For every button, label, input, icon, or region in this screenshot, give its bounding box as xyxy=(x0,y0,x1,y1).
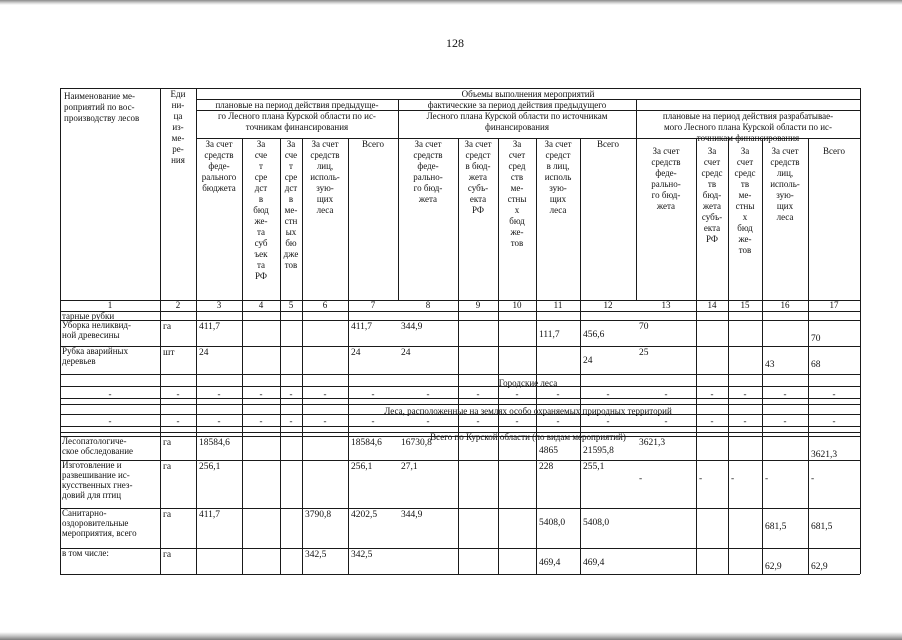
subhead-c9: За счет xyxy=(464,139,492,149)
empty-cell-dash: - xyxy=(606,389,610,399)
subhead-c14: субъ- xyxy=(701,212,723,222)
cell-value-c3: 411,7 xyxy=(199,322,221,332)
column-number: 7 xyxy=(370,300,376,310)
subhead-c10: счет xyxy=(508,150,526,160)
empty-cell-dash: - xyxy=(476,389,480,399)
cell-value-c17: 3621,3 xyxy=(811,450,838,460)
column-unit-header: Еди xyxy=(170,89,186,99)
row-name: тарные рубки xyxy=(62,311,115,321)
cell-value-c6: 3790,8 xyxy=(305,510,332,520)
group-actual-prev: фактические за период действия предыдущего xyxy=(427,100,607,110)
subhead-c10: За xyxy=(512,139,522,149)
table-right-rule xyxy=(860,88,861,574)
subhead-c12: Всего xyxy=(596,139,620,149)
cell-value-c15: - xyxy=(731,474,735,484)
cell-value-c11: 469,4 xyxy=(539,558,561,568)
row-unit: шт xyxy=(163,348,175,358)
column-number: 6 xyxy=(322,300,328,310)
subhead-c4: суб xyxy=(254,238,268,248)
empty-cell-dash: - xyxy=(108,389,112,399)
cell-value-c12: 456,6 xyxy=(583,330,605,340)
column-number: 12 xyxy=(603,300,613,310)
column-unit-header: ния xyxy=(171,155,185,165)
empty-cell-dash: - xyxy=(176,416,180,426)
subhead-c11: щих xyxy=(549,194,567,204)
empty-cell-dash: - xyxy=(371,416,375,426)
cell-value-c8: 24 xyxy=(401,348,411,358)
subhead-c6: щих xyxy=(316,194,334,204)
column-name-header: Наименование ме- xyxy=(64,91,136,101)
cell-value-c17: - xyxy=(811,474,815,484)
subhead-c3: феде- xyxy=(208,161,230,171)
empty-cell-dash: - xyxy=(664,416,668,426)
column-number: 11 xyxy=(553,300,563,310)
row-name: оздоровительные xyxy=(62,518,129,528)
cell-value-c7: 24 xyxy=(351,348,361,358)
subhead-c8: средств xyxy=(413,150,443,160)
cell-value-c12: 255,1 xyxy=(583,462,605,472)
subhead-c16: зую- xyxy=(776,190,794,200)
empty-cell-dash: - xyxy=(832,416,836,426)
empty-cell-dash: - xyxy=(426,389,430,399)
subhead-c10: ме- xyxy=(510,183,524,193)
section-heading: Леса, расположенные на землях особо охраняемых природных территорий xyxy=(384,406,672,416)
section-rule xyxy=(60,426,860,427)
column-number: 14 xyxy=(707,300,717,310)
group-planned-prev: го Лесного плана Курской области по ис- xyxy=(218,111,376,121)
row-rule xyxy=(60,320,860,321)
subhead-c10: бюд xyxy=(509,216,525,226)
column-number: 16 xyxy=(780,300,790,310)
subhead-c5: дст xyxy=(284,183,298,193)
empty-cell-dash: - xyxy=(743,389,747,399)
subhead-c9: екта xyxy=(469,194,487,204)
cell-value-c12: 469,4 xyxy=(583,558,605,568)
subhead-c5: ме- xyxy=(284,205,298,215)
empty-cell-dash: - xyxy=(515,389,519,399)
subhead-c6: исполь- xyxy=(310,172,340,182)
cell-value-c13: 25 xyxy=(639,348,649,358)
subhead-c15: тов xyxy=(738,245,752,255)
row-name: ной древесины xyxy=(62,330,120,340)
cell-value-c12: 21595,8 xyxy=(583,446,614,456)
empty-cell-dash: - xyxy=(832,389,836,399)
row-rule xyxy=(60,548,860,549)
subhead-c4: сче xyxy=(254,150,268,160)
subhead-c4: в xyxy=(258,194,264,204)
cell-value-c7: 4202,5 xyxy=(351,510,378,520)
subhead-c13: средств xyxy=(651,157,681,167)
subhead-c5: бю xyxy=(285,238,297,248)
cell-value-c8: 344,9 xyxy=(401,322,423,332)
row-name: довий для птиц xyxy=(62,490,122,500)
cell-value-c8: 16730,8 xyxy=(401,438,432,448)
subhead-c14: екта xyxy=(703,223,721,233)
cell-value-c11: 5408,0 xyxy=(539,518,566,528)
empty-cell-dash: - xyxy=(710,389,714,399)
row-name: кусственных гнез- xyxy=(62,480,133,490)
subhead-c8: феде- xyxy=(417,161,439,171)
cell-value-c6: 342,5 xyxy=(305,550,327,560)
empty-cell-dash: - xyxy=(259,389,263,399)
column-number: 8 xyxy=(425,300,431,310)
subhead-c10: х xyxy=(514,205,520,215)
subhead-c6: средств xyxy=(310,150,340,160)
subhead-c11: исполь xyxy=(544,172,572,182)
row-name: деревьев xyxy=(62,356,96,366)
subhead-c4: ъек xyxy=(254,249,268,259)
cell-value-c11: 111,7 xyxy=(539,330,560,340)
row-rule xyxy=(60,460,860,461)
empty-cell-dash: - xyxy=(426,416,430,426)
column-name-header: роприятий по вос- xyxy=(64,102,135,112)
cell-value-c3: 411,7 xyxy=(199,510,221,520)
cell-value-c3: 24 xyxy=(199,348,209,358)
column-number: 5 xyxy=(288,300,294,310)
subhead-c8: жета xyxy=(418,194,438,204)
subhead-c9: в бюд- xyxy=(465,161,491,171)
subhead-c15: х xyxy=(742,212,748,222)
group-planned-new: точникам финансирования xyxy=(696,133,800,143)
cell-value-c16: - xyxy=(765,474,769,484)
subhead-c16: средств xyxy=(770,157,800,167)
empty-cell-dash: - xyxy=(217,416,221,426)
row-unit: га xyxy=(163,322,172,332)
subhead-c7: Всего xyxy=(361,139,385,149)
table-left-rule xyxy=(60,88,61,574)
subhead-c15: стны xyxy=(735,201,755,211)
column-number-bottom-rule xyxy=(60,311,860,312)
cell-value-c7: 256,1 xyxy=(351,462,373,472)
cell-value-c11: 4865 xyxy=(539,446,558,456)
subhead-c4: т xyxy=(259,161,263,171)
subhead-c5: тов xyxy=(284,260,298,270)
subhead-c11: средст xyxy=(545,150,571,160)
subhead-c15: счет xyxy=(736,157,754,167)
column-name-header: производству лесов xyxy=(64,113,140,123)
row-name: Санитарно- xyxy=(62,508,107,518)
subhead-c14: РФ xyxy=(706,234,718,244)
subhead-c8: За счет xyxy=(414,139,442,149)
volumes-title: Объемы выполнения мероприятий xyxy=(461,89,595,99)
empty-cell-dash: - xyxy=(323,389,327,399)
column-number: 2 xyxy=(175,300,181,310)
row-unit: га xyxy=(163,462,172,472)
subhead-c16: исполь- xyxy=(770,179,800,189)
subhead-c13: феде- xyxy=(655,168,677,178)
subhead-c6: За счет xyxy=(311,139,339,149)
subhead-c14: счет xyxy=(703,157,721,167)
column-number: 13 xyxy=(661,300,671,310)
subhead-c16: лиц, xyxy=(776,168,794,178)
subhead-c9: РФ xyxy=(472,205,484,215)
empty-cell-dash: - xyxy=(476,416,480,426)
subhead-c5: сре xyxy=(284,172,298,182)
subhead-c16: леса xyxy=(776,212,794,222)
row-name: ское обследование xyxy=(62,446,134,456)
subhead-c15: бюд xyxy=(737,223,753,233)
column-line xyxy=(160,88,161,574)
subhead-c14: жета xyxy=(702,201,722,211)
subhead-c15: ме- xyxy=(738,190,752,200)
subhead-c10: же- xyxy=(510,227,524,237)
subhead-c5: стн xyxy=(284,216,298,226)
subhead-c5: дже xyxy=(283,249,299,259)
empty-cell-dash: - xyxy=(323,416,327,426)
subhead-c9: субъ- xyxy=(467,183,489,193)
column-line xyxy=(196,88,197,574)
row-rule xyxy=(60,574,860,575)
empty-cell-dash: - xyxy=(108,416,112,426)
scan-edge-top xyxy=(0,0,902,5)
cell-value-c7: 342,5 xyxy=(351,550,373,560)
group-actual-prev: Лесного плана Курской области по источникам xyxy=(426,111,608,121)
row-unit: га xyxy=(163,510,172,520)
row-rule xyxy=(60,508,860,509)
column-unit-header: ре- xyxy=(172,144,184,154)
cell-value-c8: 344,9 xyxy=(401,510,423,520)
group-planned-new: плановые на период действия разрабатывае- xyxy=(662,111,834,121)
subhead-c11: леса xyxy=(549,205,567,215)
column-number: 1 xyxy=(107,300,113,310)
subhead-c11: в лиц, xyxy=(546,161,570,171)
subhead-c14: тв xyxy=(707,179,717,189)
subhead-c3: За счет xyxy=(205,139,233,149)
cell-value-c13: 70 xyxy=(639,322,649,332)
subhead-c4: же- xyxy=(254,216,268,226)
scan-edge-bottom xyxy=(0,632,902,640)
cell-value-c7: 18584,6 xyxy=(351,438,382,448)
cell-value-c12: 5408,0 xyxy=(583,518,610,528)
subhead-c13: рально- xyxy=(651,179,681,189)
column-unit-header: из- xyxy=(172,122,184,132)
cell-value-c17: 70 xyxy=(811,334,821,344)
subhead-c11: За счет xyxy=(544,139,572,149)
row-rule xyxy=(60,404,860,405)
subhead-c3: бюджета xyxy=(202,183,236,193)
column-number: 9 xyxy=(475,300,481,310)
subhead-c13: За счет xyxy=(652,146,680,156)
subhead-c9: жета xyxy=(468,172,488,182)
subhead-c4: бюд xyxy=(253,205,269,215)
subhead-c14: средс xyxy=(701,168,723,178)
subhead-c8: го бюд- xyxy=(413,183,443,193)
subhead-c13: го бюд- xyxy=(651,190,681,200)
column-number: 3 xyxy=(216,300,222,310)
empty-cell-dash: - xyxy=(176,389,180,399)
subhead-c15: средс xyxy=(734,168,756,178)
cell-value-c14: - xyxy=(699,474,703,484)
row-unit: га xyxy=(163,550,172,560)
subhead-c14: бюд- xyxy=(702,190,722,200)
subhead-c10: тов xyxy=(510,238,524,248)
data-table xyxy=(56,86,862,574)
page-number: 128 xyxy=(446,36,464,50)
subhead-c9: средст xyxy=(465,150,491,160)
subhead-c5: в xyxy=(288,194,294,204)
subhead-c4: РФ xyxy=(255,271,267,281)
empty-cell-dash: - xyxy=(371,389,375,399)
subhead-c3: рального xyxy=(201,172,237,182)
empty-cell-dash: - xyxy=(289,389,293,399)
row-rule xyxy=(60,346,860,347)
subhead-c10: сред xyxy=(508,161,526,171)
group-planned-prev: плановые на период действия предыдуще- xyxy=(215,100,379,110)
row-name: Изготовление и xyxy=(62,460,122,470)
subhead-c10: ств xyxy=(510,172,524,182)
empty-cell-dash: - xyxy=(556,416,560,426)
subhead-c14: За xyxy=(707,146,717,156)
group-actual-prev: финансирования xyxy=(485,122,549,132)
empty-cell-dash: - xyxy=(556,389,560,399)
subhead-c16: За счет xyxy=(771,146,799,156)
cell-value-c7: 411,7 xyxy=(351,322,373,332)
cell-value-c16: 43 xyxy=(765,360,775,370)
empty-cell-dash: - xyxy=(664,389,668,399)
subhead-c17: Всего xyxy=(822,146,846,156)
subhead-c13: жета xyxy=(656,201,676,211)
subhead-c3: средств xyxy=(204,150,234,160)
column-unit-header: ца xyxy=(173,111,183,121)
column-number: 10 xyxy=(512,300,522,310)
empty-cell-dash: - xyxy=(217,389,221,399)
subhead-c6: лиц, xyxy=(316,161,334,171)
cell-value-c12: 24 xyxy=(583,356,593,366)
row-rule xyxy=(60,374,860,375)
empty-cell-dash: - xyxy=(743,416,747,426)
subhead-c4: та xyxy=(256,227,266,237)
subhead-c6: зую- xyxy=(316,183,334,193)
cell-value-c17: 68 xyxy=(811,360,821,370)
row-name: мероприятия, всего xyxy=(62,528,137,538)
cell-value-c16: 681,5 xyxy=(765,522,787,532)
cell-value-c3: 256,1 xyxy=(199,462,221,472)
subhead-c10: стны xyxy=(507,194,527,204)
cell-value-c11: 228 xyxy=(539,462,554,472)
column-unit-header: ни- xyxy=(171,100,185,110)
cell-value-c13: - xyxy=(639,474,643,484)
section-heading: Городские леса xyxy=(498,378,558,388)
subhead-c5: ых xyxy=(285,227,297,237)
column-number: 4 xyxy=(258,300,264,310)
subhead-c4: дст xyxy=(254,183,268,193)
cell-value-c17: 62,9 xyxy=(811,562,828,572)
cell-value-c3: 18584,6 xyxy=(199,438,230,448)
column-unit-header: ме- xyxy=(171,133,185,143)
subhead-c16: щих xyxy=(776,201,794,211)
section-heading: Всего по Курской области (по видам мероприятий) xyxy=(430,432,626,442)
subhead-c4: За xyxy=(256,139,266,149)
subhead-c4: та xyxy=(256,260,266,270)
group-planned-new: мого Лесного плана Курской области по ис- xyxy=(663,122,833,132)
row-name: Лесопатологиче- xyxy=(62,436,127,446)
empty-cell-dash: - xyxy=(783,389,787,399)
subhead-c15: тв xyxy=(740,179,750,189)
row-name: развешивание ис- xyxy=(62,470,130,480)
empty-cell-dash: - xyxy=(259,416,263,426)
empty-cell-dash: - xyxy=(783,416,787,426)
subhead-c6: леса xyxy=(316,205,334,215)
subhead-c15: За xyxy=(740,146,750,156)
subhead-c5: За xyxy=(286,139,296,149)
empty-cell-dash: - xyxy=(515,416,519,426)
row-name: Рубка аварийных xyxy=(62,346,129,356)
subhead-c8: рально- xyxy=(413,172,443,182)
cell-value-c17: 681,5 xyxy=(811,522,833,532)
subhead-c4: сре xyxy=(254,172,268,182)
empty-cell-dash: - xyxy=(606,416,610,426)
column-number: 17 xyxy=(829,300,839,310)
cell-value-c16: 62,9 xyxy=(765,562,782,572)
subhead-c5: т xyxy=(289,161,293,171)
column-number: 15 xyxy=(740,300,750,310)
row-unit: га xyxy=(163,438,172,448)
subhead-c11: зую- xyxy=(549,183,567,193)
subhead-c15: же- xyxy=(738,234,752,244)
subhead-c5: сче xyxy=(284,150,298,160)
cell-value-c8: 27,1 xyxy=(401,462,418,472)
cell-value-c13: 3621,3 xyxy=(639,438,666,448)
row-name: в том числе: xyxy=(62,548,109,558)
group-planned-prev: точникам финансирования xyxy=(245,122,349,132)
row-name: Уборка неликвид- xyxy=(62,320,131,330)
empty-cell-dash: - xyxy=(289,416,293,426)
empty-cell-dash: - xyxy=(710,416,714,426)
